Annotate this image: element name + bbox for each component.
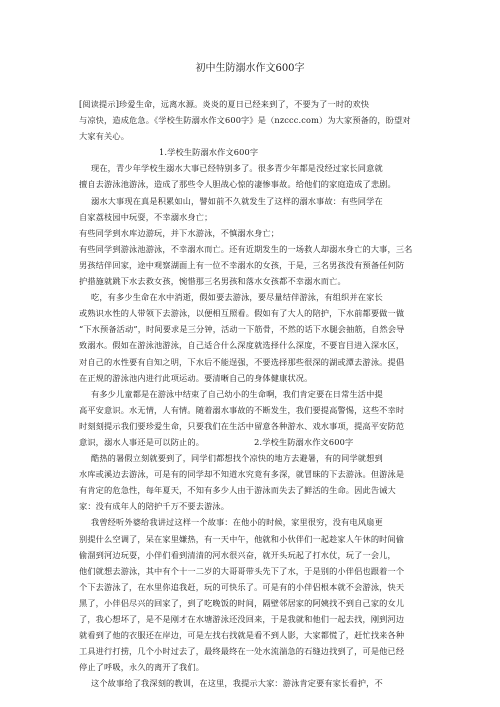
section-heading-2: 2.学校生防溺水作文600字 (254, 436, 354, 447)
text-line: 他们就想去游泳，其中有个十一二岁的大哥哥带头先下了水，于是别的小伴侣也跟着一个 (79, 565, 405, 576)
text-line: 擅自去游泳池游泳，造成了那些令人胆战心惊的凄惨事故。给他们的家庭造成了悲剧。 (79, 179, 396, 190)
text-line: 致溺水。假如在游泳池游泳，自己适合什么深度就选择什么深度，不要盲目进入深水区， (79, 340, 405, 351)
text-line: 或熟识水性的人带领下去游泳，以便相互照看。假如有了大人的陪护，下水前都要做一做 (79, 308, 405, 319)
text-line: 有些同学到水库边游玩，并下水游泳，不慎溺水身亡； (79, 227, 280, 238)
text-line: 有些同学到游泳池游泳，不幸溺水而亡。还有近期发生的一场救人却溺水身亡的大事，三名 (79, 243, 413, 254)
text-line: 与凉快，造成危急。《学校生防溺水作文600字》是（nzccc.com）为大家预备的，盼望对 (79, 115, 411, 126)
text-line: 就看到了他的衣服还在岸边，可是左找右找就是看不到人影，大家都慌了，赶忙找来各种 (79, 630, 405, 641)
text-line: 时刻刻提示我们要珍爱生命，只要我们在生活中留意各种游水、戏水事项，提高平安防范 (79, 420, 405, 431)
document-body (79, 96, 425, 691)
text-line: 工具进行打捞，几个小时过去了，最终最终在一处水流湍急的石缝边找到了，可是他已经 (79, 646, 405, 657)
text-line: 停止了呼吸，永久的离开了我们。 (79, 662, 205, 673)
text-line: 自家荔枝园中玩耍，不幸溺水身亡； (79, 211, 213, 222)
text-line: 个下去游泳了，在水里你追我赶，玩的可快乐了。可是有的小伴侣根本就不会游泳，快天 (79, 581, 405, 592)
text-line: 黑了，小伴侣尽兴的回家了，到了吃晚饭的时间，隔壁邻居家的阿姨找不到自己家的女儿 (79, 597, 405, 608)
text-line: “下水预备活动”，时间要求是三分钟，活动一下筋骨，不然的话下水腿会抽筋，自然会导 (79, 324, 405, 335)
text-line: 偷溜到河边玩耍，小伴们看到清清的河水很兴奋，就开头玩起了打水仗，玩了一会儿， (79, 549, 396, 560)
text-line: 有多少儿童都是在游泳中结束了自己幼小的生命啊，我们肯定要在日常生活中提 (91, 388, 383, 399)
text-line: 对自己的水性要有自知之明，下水后不能逞强，不要选择那些很深的湖或潭去游泳。提倡 (79, 356, 405, 367)
text-line: 大家有关心。 (79, 131, 130, 142)
text-line: 溺水大事现在真是积累如山，譬如前不久就发生了这样的溺水事故：有些同学在 (91, 195, 383, 206)
text-line: 现在，青少年学校生溺水大事已经特别多了。很多青少年都是没经过家长同意就 (91, 163, 383, 174)
text-line: 在正规的游泳池内进行此项运动。要清晰自己的身体健康状况。 (79, 372, 313, 383)
section-heading-1: 1.学校生防溺水作文600字 (159, 147, 259, 158)
document-title: 初中生防溺水作文600字 (195, 63, 305, 74)
text-line: 这个故事给了我深刻的教训，在这里，我提示大家：游泳肯定要有家长看护，不 (91, 678, 383, 689)
text-line: 了，我心想坏了，是不是刚才在水塘游泳还没回来，于是我就和他们一起去找，刚到河边 (79, 614, 405, 624)
text-line: 高平安意识。水无情，人有情。随着溺水事故的不断发生，我们要提高警惕，这些不幸时 (79, 404, 405, 415)
text-line-with-heading (79, 434, 425, 450)
text-line: 水库或溪边去游泳，可是有的同学却不知道水究竟有多深，就冒昧的下去游泳。但游泳是 (79, 469, 405, 480)
text-line: 酷热的暑假立刻就要到了，同学们都想找个凉快的地方去避暑，有的同学就想到 (91, 453, 383, 464)
text-line: [阅读提示]珍爱生命，远离水源。炎炎的夏日已经来到了，不要为了一时的欢快 (79, 99, 370, 109)
text-line: 意识，溺水人事还是可以防止的。 (79, 436, 205, 447)
text-line: 男孩结伴回家，途中观察湖面上有一位不幸溺水的女孩，于是，三名男孩没有预备任何防 (79, 259, 405, 270)
text-line: 我曾经听外婆给我讲过这样一个故事：在他小的时候，家里很穷，没有电风扇更 (91, 517, 383, 528)
text-line: 家：没有成年人的陪护千万不要去游泳。 (79, 501, 230, 512)
text-line: 吃，有多少生命在水中消逝，假如要去游泳，要尽量结伴游泳，有组织并在家长 (91, 292, 383, 303)
text-line: 有肯定的危急性，每年夏天，不知有多少人由于游泳而失去了鲜活的生命。因此告诫大 (79, 485, 396, 496)
text-line: 护措施就跳下水去救女孩，惋惜那三名男孩和落水女孩都不幸溺水而亡。 (79, 276, 346, 287)
text-line: 别提什么空调了，呆在家里嫌热，有一天中午，他就和小伙伴们一起趁家人午休的时间偷 (79, 533, 405, 544)
